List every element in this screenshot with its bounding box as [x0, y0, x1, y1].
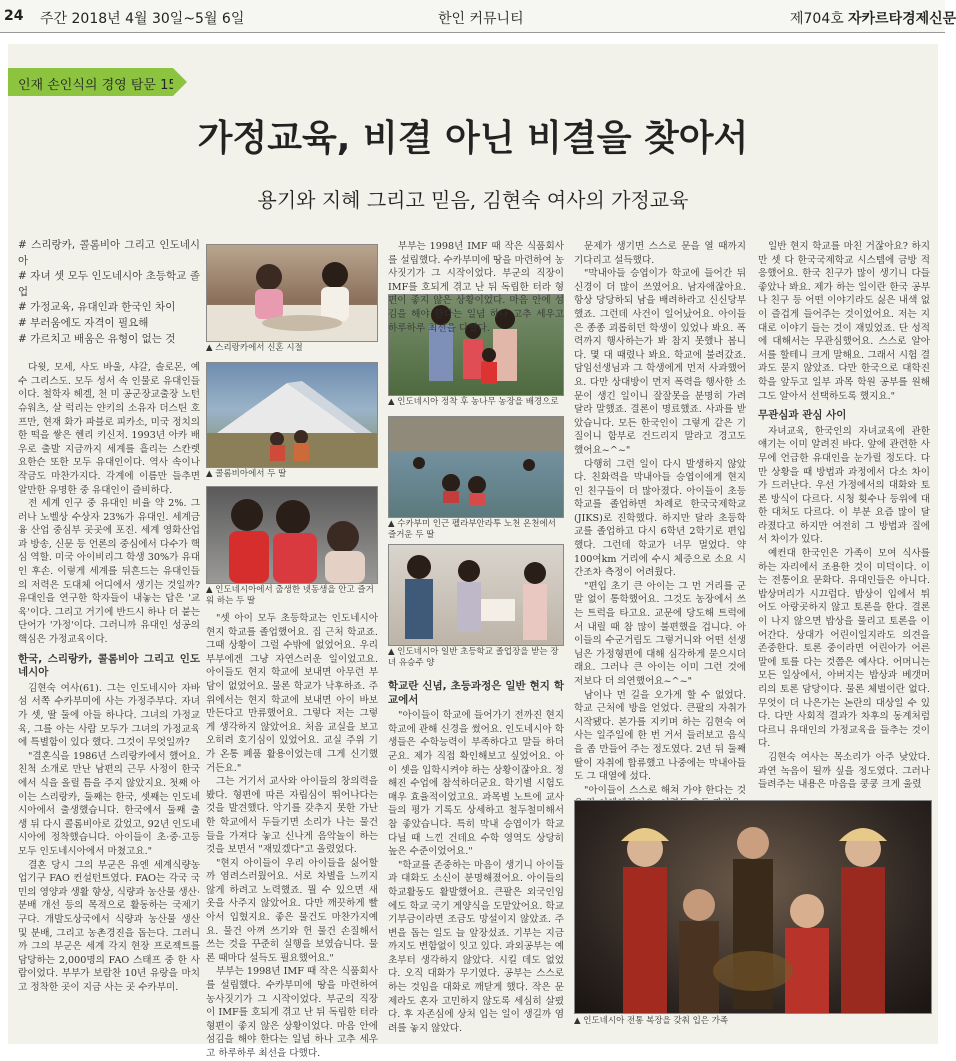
page-number: 24	[4, 8, 24, 24]
photo-wedding-srilanka	[206, 244, 378, 342]
section-heading: 학교란 신념, 초등과정은 일반 현지 학교에서	[388, 680, 564, 706]
paragraph: 전 세계 인구 중 유대인 비율 약 2%. 그러나 노벨상 수상자 23%가 유대인. 세계금융 산업 중심부 곳곳에 포진. 세계 영화산업과 방송, 신문 등 언론의 중심에서 다수가 핵심 역할. 미국 아이비리그 학생 30%가 유대인 후손. 이렇게 세계를 뒤흔드는 유대인들의 저력은 도대체 어디에서 생기는 것일까? 유대인을 연구한 학자들이 내놓는 답은 '교육'이다. 그리고 거기에 반드시 하나 더 붙는 단어가 '가정'이다. 그러니까 유대인 성공의 핵심은 가정교육이다.	[18, 498, 200, 646]
issue-date: 주간 2018년 4월 30일~5월 6일	[40, 11, 245, 27]
paragraph: "아이들이 학교에 들어가기 전까진 현지 학교에 관해 신경을 썼어요. 인도네시아 학생들은 수학능력이 부족하다고 말들 하더군요. 제가 직접 확인해보고 싶었어요. 아이 셋을 입학시켜야 하는 상황이잖아요. 정해진 수업에 참석하더군요. 학기별 시험도 매우 효율적이었고요. 과목별 노트에 교사들의 평가 기록도 상세하고 철두철미해서 참 좋았습니다. 특히 막내 승엽이가 학교 다닐 때 느낀 건데요 수학 영역도 상당히 높은 수준이었어요."	[388, 710, 564, 858]
bullet-item: # 자녀 셋 모두 인도네시아 초등학교 졸업	[18, 270, 200, 298]
photo-caption: ▲ 스리랑카에서 신혼 시절	[206, 343, 303, 353]
paragraph: 다행히 그런 일이 다시 발생하지 않았다. 친화력을 막내아들 승엽이에게 현지인 친구들이 더 많아졌다. 아이들이 초등학교를 졸업하면 차례로 한국국제학교(JIKS)로 진학했다. 하지만 달라 초등학교를 졸업하고 다시 6학년 2학기로 편입했다. 그런데 학교가 너무 멀었다. 약 100여km 거리에 수시 체증으로 소요 시간조차 측정이 어려웠다.	[574, 458, 746, 579]
photo-caption: ▲ 수카부미 인근 펠라부안라투 노천 온천에서 즐거운 두 딸	[388, 519, 556, 540]
photo-caption: ▲ 인도네시아 정착 후 농나무 농장을 배경으로	[388, 397, 559, 407]
column-3	[388, 674, 564, 1040]
series-tag-label: 인재 손인식의 경영 탐문 15	[18, 78, 177, 93]
paragraph: "셋 아이 모두 초등학교는 인도네시아 현지 학교를 졸업했어요. 집 근처 학교죠. 그때 상황이 그럴 수밖에 없었어요. 우리 부부에겐 그냥 자연스러운 일이었고요. 아이들도 현지 학교에 보내면 아무런 부담이 없었어요. 물론 학교가 낙후하죠. 주위에서는 현지 학교에 보내면 아이 바보 만든다고 만류했어요. 그렇다 저는 그렇게 생각하지 않았어요. 처음 교실을 보고 오히려 호기심이 있었어요. 교실 주위 기가 온통 폐품 활용이었는데 그게 신기했거든요."	[206, 613, 378, 774]
paragraph: "아이들이 스스로 해쳐 가야 한다는 것	[584, 784, 746, 796]
photo-image	[389, 417, 563, 517]
photo-hot-spring	[388, 416, 564, 518]
bullet-list	[18, 238, 200, 347]
column-2	[206, 612, 378, 1059]
column-5	[758, 240, 930, 790]
column-3-top	[388, 240, 564, 334]
paragraph: 자녀교육, 한국인의 자녀교육에 관한 얘기는 이미 알려진 바다. 앞에 관련한 사무에 언급한 유대인을 눈가릴 정도다. 다만 상황을 때 방법과 과정에서 다소 차이가 드러난다. 우선 가정에서의 대화와 토론 방식이 다르다. 시청 횟수나 등위에 대한 대처도 다르다. 이 부분 요즘 많이 달라졌다고 하지만 여전히 그 방법과 질에서 차이가 있다.	[758, 425, 930, 546]
article-page	[8, 44, 938, 1059]
paragraph: 그는 거기서 교사와 아이들의 창의력을 봤다. 형편에 따른 자립심이 뛰어나다는 것을 발견했다. 악기를 갖추지 못한 가난한 학교에서 두들기면 소리가 나는 물건들을 가져다 놓고 신나게 음악놀이 하는 것을 보면서 "재밌겠다"고 올렸었다.	[206, 776, 378, 856]
bullet-item: # 부러움에도 자격이 필요해	[18, 316, 149, 329]
section-name: 한인 커뮤니티	[438, 11, 524, 27]
bullet-item: # 스리랑카, 콜롬비아 그리고 인도네시아	[18, 239, 200, 267]
paragraph: 부부는 1998년 IMF 때 작은 식품회사를 설립했다. 수카부미에 땅을 마련하여 농사짓기가 그 시작이었다. 부군의 직장이 IMF를 호되게 겪고 난 뒤 독립한 터라 형편이 좋지 않은 상황이었다. 마음 안에 섬김을 해야 한다는 일념 하나 고추 세우고 하루하루 최선을 다했다.	[206, 966, 378, 1059]
photo-graduation	[388, 544, 564, 646]
series-tag	[8, 68, 177, 96]
paragraph: 김현숙 여사는 목소리가 아주 낮았다. 과연 녹음이 될까 싶을 정도였다. 그러나 들려주는 내용은 마음을 쿵쿵 크게 울렸	[758, 751, 930, 791]
paragraph: 예컨대 한국인은 가족이 모여 식사를 하는 자리에서 조용한 것이 미덕이다. 이는 전통이요 문화다. 유대인들은 아니다. 밥상머리가 시끄럽다. 밥상이 입에서 튀어도 아랑곳하지 않고 토론을 한다. 결론이 나지 않으면 밥상을 물리고 토론을 이어간다. 상대가 어린이일지라도 의견을 존중한다. 토론 중이라면 어린아가 어른 말에 토를 다는 것쯤은 예사다. 어머니는 모든 일상에서, 아버지는 밥상과 베갯머리의 토론 담당이다. 물론 체벌이란 없다. 무엇이 더 나은가는 논란의 대상일 수 있다. 다만 사회적 결과가 차후의 동계처럼 다르니 유대인의 가정교육을 들추는 것이다.	[758, 548, 930, 750]
photo-caption: ▲ 콜롬비아에서 두 딸	[206, 469, 287, 479]
section-heading: 무관심과 관심 사이	[758, 409, 847, 422]
paragraph: "편입 초기 큰 아이는 그 먼 거리를 군말 없이 통학했어요. 그것도 농장에서 쓰는 트럭을 타고요. 교문에 당도해 트럭에서 내릴 때 참 많이 불편했을 겁니다. 아이들의 수군거림도 그렇거니와 어떤 선생님은 가정형편에 대해 심각하게 묻으시더래요. 그러나 큰 아이는 이미 그런 것에 저보다 더 의연했어요~^~"	[574, 580, 746, 687]
photo-image	[389, 545, 563, 645]
paragraph: 일반 현지 학교를 마친 거잖아요? 하지만 셋 다 한국국제학교 시스템에 금방 적응했어요. 한국 친구가 많이 생기니 다들 좋았나 봐요. 제가 하는 일이란 한국 공부나 친구 등 어떤 이야기라도 싫은 내색 없이 즐겁게 들어주는 것이었어요. 저는 지대로 이야기 들는 것이 재밌었죠. 단 성적에 대해서는 무관심했어요. 스스로 알아서를 할테니 크게 말해요. 그래서 시험 결과도 묻지 않았죠. 다만 한국으로 대학진학을 앞두고 일부 과목 학원 공부를 원해 그도 알아서 선택하도록 했지요."	[758, 241, 930, 402]
paragraph: 김현숙 여사(61). 그는 인도네시아 자바섬 서쪽 수카부미에 사는 가정주부다. 자녀가 셋, 딸 둘에 아들 하나다. 그녀의 가정교육, 그를 아는 사람 모두가 그녀의 가정교육에 특별함이 있다 했다. 그것이 무엇일까?	[18, 682, 200, 749]
issue-number: 제704호	[790, 11, 844, 27]
paragraph: 남이나 먼 길을 오가게 할 수 없었다. 학교 근처에 방을 얻었다. 큰팔의 자취가 시작됐다. 본가를 지키며 하는 김현숙 여사는 일주일에 한 번 거서 들러보고 음식을 좀 만들어 주는 정도였다. 2년 뒤 둘째 딸이 자취에 합류했고 나중에는 막내아들도 그 대열에 섰다.	[574, 689, 746, 783]
photo-caption: ▲ 인도네시아 전통 복장을 갖춰 입은 가족	[574, 1016, 729, 1026]
paragraph: "학교를 존중하는 마음이 생기니 아이들과 대화도 소신이 분명해졌어요. 아이들의 학교활동도 활발했어요. 큰팔은 외국인임에도 학교 국기 게양식을 도맡았어요. 학교 기부금이라면 조금도 망설이지 않았죠. 주변을 돕는 일도 늘 앞장섰죠. 기부는 지금까지도 변함없이 잇고 있다. 과외공부는 예초부터 생각하지 않았다. 시킬 데도 없었다. 오직 대화가 무기였다. 공부는 스스로 하는 것임을 대화로 깨닫게 했다. 작은 문제라도 혼자 고민하지 않도록 세심히 살폈다. 후 자존심에 상처 입는 일이 생길까 염려를 놓지 않았다.	[388, 859, 564, 1034]
photo-image	[207, 245, 377, 341]
bullet-item: # 가정교육, 유대인과 한국인 차이	[18, 301, 176, 314]
column-4	[574, 240, 746, 796]
paragraph: 문제가 생기면 스스로 문을 열 때까지 기다리고 설득했다.	[574, 241, 746, 266]
paragraph: 다윗, 모세, 사도 바울, 샤갈, 솔로몬, 예수 그리스도. 모두 성서 속 인물로 유대인들이다. 철학자 헤겔, 천 미 공군장교출장 노턴 슈워츠, 살 럭리는 얀키의 소유자 더스틴 호프만, 현재 화가 파블로 피카소, 미국 정치의 한 떡을 쌓은 헨리 키신저. 1993년 아카 배우로 출발 지금까지 세계를 흘리는 스칸렛 요한슨 또한 모두 유대인이다. 역사 속이나 작금도 마찬가지다. 각계에 이름만 들추면 알만한 유명한 중 유대인이 즐비하다.	[18, 362, 200, 496]
photo-image	[207, 363, 377, 467]
photo-image	[575, 801, 931, 1013]
paragraph: "결혼식을 1986년 스리랑카에서 했어요. 친척 소개로 만난 남편의 근무 사정이 한국에서 식을 올릴 틈을 주지 않았지요. 첫째 아이는 스리랑카, 둘째는 한국, 셋째는 인도네시아에서 출생했습니다. 한국에서 둘째 출생 뒤 다시 콜롬비아로 갔었고, 92년 인도네시아에 정착했습니다. 아이들이 초·중·고등 모두 인도네시아에서 마쳤고요."	[18, 750, 200, 857]
article-title: 가정교육, 비결 아닌 비결을 찾아서	[197, 118, 749, 159]
photo-caption: ▲ 인도네시아에서 출생한 넷동생을 안고 즐거워 하는 두 딸	[206, 585, 374, 606]
column-1	[18, 238, 200, 1038]
paragraph: "막내아들 승엽이가 학교에 들어간 뒤 신경이 더 많이 쓰였어요. 남자애잖아요. 항상 당당하되 남을 배려하라고 신신당부했죠. 그런데 사건이 일어났어요. 아이들은 종종 괴롭히던 학생이 있었나 봐요. 폭력까지 행사하는가 봐 참지 못했나 봅니다. 몇 대 때렸나 봐요. 학교에 불려갔죠. 담임선생님과 그 학생에게 먼저 사과했어요. 다만 상대방이 먼저 폭력을 행사한 소문이 생긴 일이니 잘잘못을 분명히 가려 달라 말했죠. 결론이 명료했죠. 사과를 받았습니다. 모든 한국인이 그렇게 같은 기질이니 함부로 건드리지 말라고 경고도 했어요~^~"	[574, 268, 746, 456]
newspaper-header	[0, 0, 956, 33]
paper-name: 자카르타경제신문	[848, 11, 956, 27]
photo-caption: ▲ 인도네시아 일반 초등학교 졸업장을 받는 장녀 유승주 양	[388, 647, 559, 668]
bullet-item: # 가르치고 배움은 유형이 없는 것	[18, 332, 176, 345]
photo-colombia	[206, 362, 378, 468]
paragraph: 부부는 1998년 IMF 때 작은 식품회사를 설립했다. 수카부미에 땅을 마련하여 농사짓기가 그 시작이었다. 부군의 직장이 IMF를 호되게 겪고 난 뒤 독립한 터라 형편이 좋지 않은 상황이었다. 마음 안에 섬김을 해야 한다는 일념 하나 고추 세우고 하루하루 최선을 다했다.	[388, 241, 564, 334]
photo-family-traditional	[574, 800, 932, 1014]
photo-two-daughters-baby	[206, 486, 378, 584]
article-subtitle: 용기와 지혜 그리고 믿음, 김현숙 여사의 가정교육	[257, 188, 689, 212]
section-heading: 한국, 스리랑카, 콜롬비아 그리고 인도네시아	[18, 652, 200, 679]
paragraph: 결혼 당시 그의 부군은 유엔 세계식량농업기구 FAO 컨설턴트였다. FAO는 각국 국민의 영양과 생활 향상, 식량과 농산물 생산·분배 개선 등의 목적으로 활동하는 국제기구다. 개발도상국에서 식량과 농산물 생산 및 분배, 그리고 농촌경진을 돕는다. 그러니까 그의 부군은 세계 각지 현장 프로젝트를 담당하는 2,000명의 FAO 스태프 중 한 사람이었다. 부부가 보람찬 10년 유랑을 마치고 정착한 곳이 지금 사는 곳 수카부미.	[18, 859, 200, 993]
paragraph: "현지 아이들이 우리 아이들을 싫어할까 염려스러웠어요. 서로 차별을 느끼지 않게 하려고 노력했죠. 뭘 수 있으면 새 옷을 사주지 않았어요. 다만 깨끗하게 빨아서 입혔지요. 좋은 물건도 마찬가지예요. 물건 아껴 쓰기와 헌 물건 손질해서 쓰는 것을 꾸준히 실행을 보였습니다. 물론 때마다 설득도 필요했어요."	[206, 857, 378, 964]
photo-image	[207, 487, 377, 583]
